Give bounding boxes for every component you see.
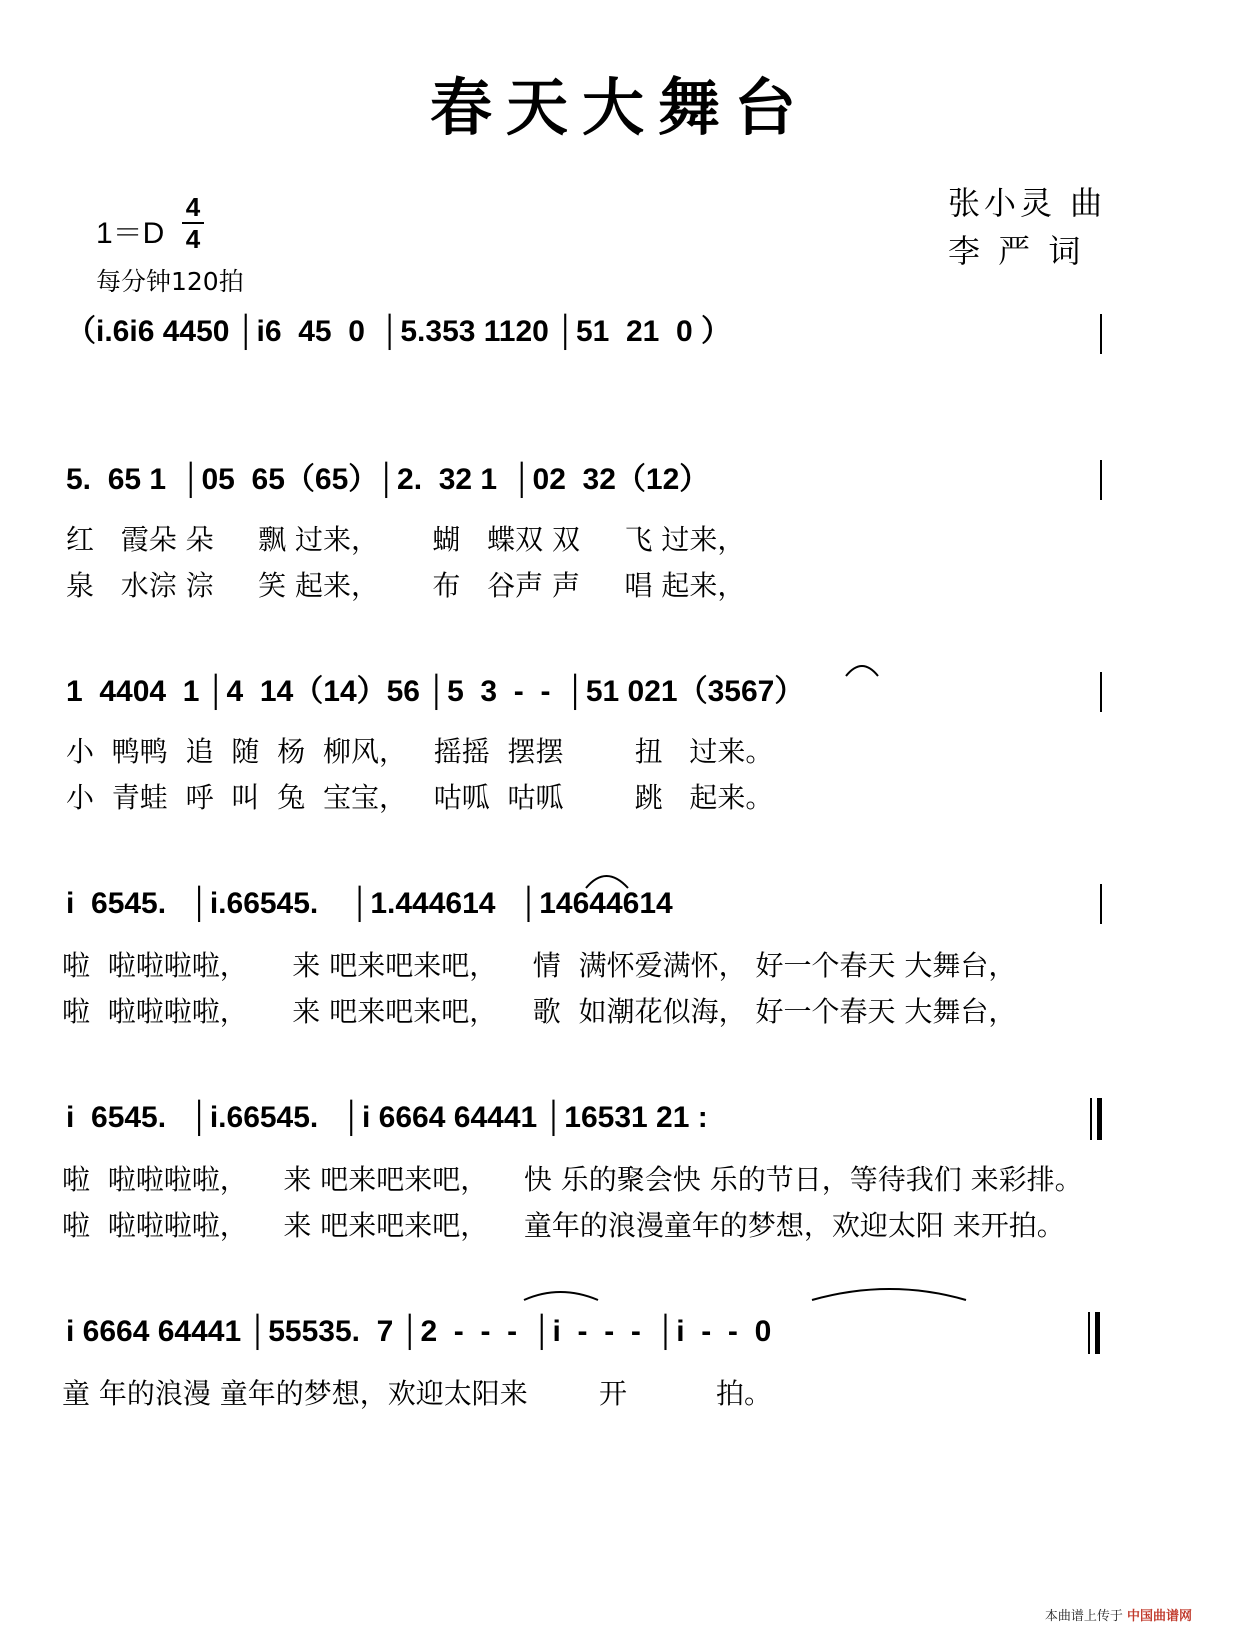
lyric-line-2-verse-1: 红 霞朵 朵 飘 过来， 蝴 蝶双 双 飞 过来， [66,523,746,556]
time-signature-bottom: 4 [185,224,201,254]
lyric-line-3-verse-1: 小 鸭鸭 追 随 杨 柳风， 摇摇 摆摆 扭 过来。 [66,735,774,768]
notation-line-1: （i.6i6 4450 │i6 45 0 │5.353 1120 │51 21 0 ） [66,315,732,348]
lyricist-credit: 李 严 词 [948,232,1085,270]
lyric-line-5-verse-1: 啦 啦啦啦啦， 来 吧来吧来吧， 快 乐的聚会快 乐的节日，等待我们 来彩排。 [62,1163,1083,1196]
key-signature: 1＝D [96,217,165,250]
lyric-line-6-verse-1: 童 年的浪漫 童年的梦想，欢迎太阳来 开 拍。 [62,1377,773,1410]
lyric-line-4-verse-1: 啦 啦啦啦啦， 来 吧来吧来吧， 情 满怀爱满怀， 好一个春天 大舞台， [62,949,1017,982]
composer-credit: 张小灵 曲 [948,184,1107,222]
lyric-line-2-verse-2: 泉 水淙 淙 笑 起来， 布 谷声 声 唱 起来， [66,569,746,602]
song-title: 春天大舞台 [429,71,810,144]
slur-mark [586,876,628,888]
footer-text: 本曲谱上传于 [1044,1609,1123,1624]
slur-mark [812,1289,966,1300]
tempo-marking: 每分钟120拍 [96,267,244,296]
lyric-line-5-verse-2: 啦 啦啦啦啦， 来 吧来吧来吧， 童年的浪漫童年的梦想，欢迎太阳 来开拍。 [62,1209,1065,1242]
notation-line-2: 5. 65 1 │05 65（65）│2. 32 1 │02 32（12） [66,463,710,496]
slur-mark [524,1292,598,1300]
footer-credit [1045,1605,1192,1624]
notation-line-5: i 6545. │i.66545. │i 6664 64441 │16531 21 : [66,1101,708,1134]
notation-line-4: i 6545. │i.66545. │1.444614 │14644614 [66,887,673,920]
slur-mark [846,666,878,676]
notation-line-3: 1 4404 1 │4 14（14）56 │5 3 - - │51 021（3567） [66,675,805,708]
lyric-line-3-verse-2: 小 青蛙 呼 叫 兔 宝宝， 咕呱 咕呱 跳 起来。 [66,781,774,814]
lyric-line-4-verse-2: 啦 啦啦啦啦， 来 吧来吧来吧， 歌 如潮花似海， 好一个春天 大舞台， [62,995,1017,1028]
time-signature-top: 4 [185,192,201,222]
notation-line-6: i 6664 64441 │55535. 7 │2 - - - │i - - - │i - - 0 [66,1315,772,1348]
site-logo[interactable]: 中国曲谱网 [1126,1609,1192,1624]
